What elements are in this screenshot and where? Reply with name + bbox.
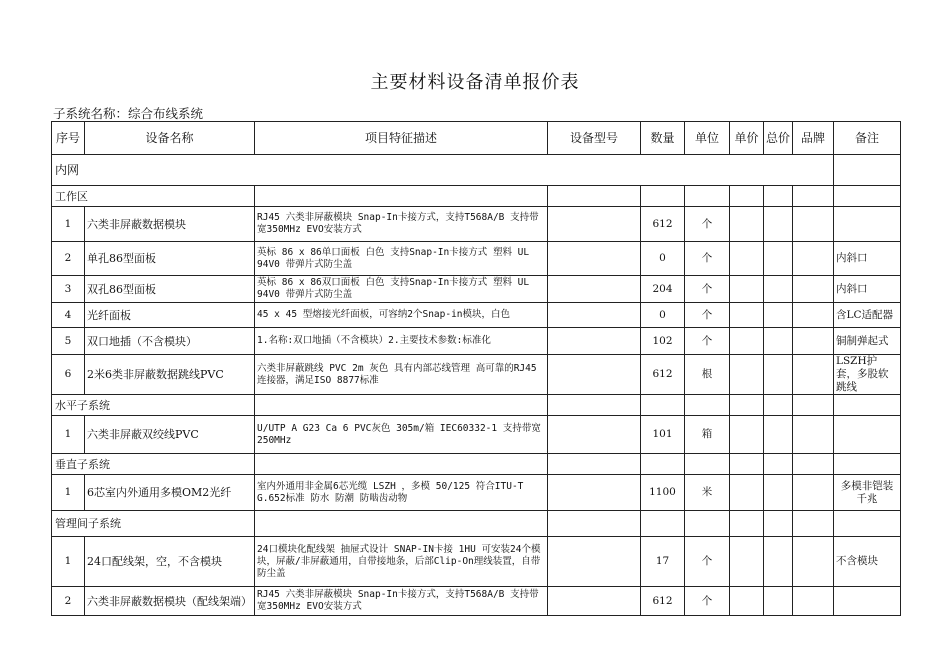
section-row-mgmt [52, 511, 901, 537]
table-row: 1 六类非屏蔽双绞线PVC U/UTP A G23 Ca 6 PVC灰色 305m/箱 IEC60332-1 支持带宽250MHz 101 箱 [52, 416, 901, 454]
section-label: 工作区 [52, 186, 255, 207]
header-cell: 序号 [52, 122, 85, 155]
section-label: 内网 [52, 155, 834, 186]
header-cell: 单价 [730, 122, 764, 155]
header-cell: 备注 [834, 122, 901, 155]
table-row: 3 双孔86型面板 英标 86 x 86双口面板 白色 支持Snap-In卡接方式 塑料 UL 94V0 带弹片式防尘盖 204 个 内斜口 [52, 276, 901, 303]
table-row: 5 双口地插（不含模块） 1.名称:双口地插（不含模块）2.主要技术参数:标准化 102 个 铜制弹起式 [52, 328, 901, 355]
table-row: 2 单孔86型面板 英标 86 x 86单口面板 白色 支持Snap-In卡接方式 塑料 UL 94V0 带弹片式防尘盖 0 个 内斜口 [52, 242, 901, 276]
section-row-work [52, 186, 901, 207]
quote-table [51, 121, 901, 616]
table-row: 2 六类非屏蔽数据模块（配线架端） RJ45 六类非屏蔽模块 Snap-In卡接方式，支持T568A/B 支持带宽350MHz EVO安装方式 612 个 [52, 587, 901, 616]
header-cell: 项目特征描述 [255, 122, 548, 155]
table-row: 6 2米6类非屏蔽数据跳线PVC 六类非屏蔽跳线 PVC 2m 灰色 具有内部芯线管理 高可靠的RJ45连接器，满足ISO 8877标准 612 根 LSZH护套，多股软跳线 [52, 355, 901, 395]
header-cell: 品牌 [793, 122, 834, 155]
header-cell: 设备名称 [85, 122, 255, 155]
header-cell: 单位 [685, 122, 730, 155]
section-row-horizontal [52, 395, 901, 416]
section-row-net [52, 155, 901, 186]
section-label: 管理间子系统 [52, 511, 255, 537]
section-label: 垂直子系统 [52, 454, 255, 475]
header-cell: 总价 [764, 122, 793, 155]
section-row-vertical [52, 454, 901, 475]
header-cell: 设备型号 [548, 122, 641, 155]
table-row: 4 光纤面板 45 x 45 型熔接光纤面板，可容纳2个Snap-in模块，白色 0 个 含LC适配器 [52, 303, 901, 328]
table-header-row [52, 122, 901, 155]
header-cell: 数量 [641, 122, 685, 155]
subsystem-label: 子系统名称：综合布线系统 [53, 106, 204, 121]
table-row: 1 6芯室内外通用多模OM2光纤 室内外通用非金属6芯光缆 LSZH ，多模 50/125 符合ITU-T G.652标准 防水 防潮 防啮齿动物 1100 米 多模非铠装千兆 [52, 475, 901, 511]
page-title: 主要材料设备清单报价表 [370, 72, 580, 93]
table-row: 1 24口配线架，空，不含模块 24口模块化配线架 抽屉式设计 SNAP-IN卡接 1HU 可安装24个模块，屏蔽/非屏蔽通用，自带接地条，后部Clip-On理线装置，自带防尘盖 17 个 不含模块 [52, 537, 901, 587]
section-label: 水平子系统 [52, 395, 255, 416]
table-row: 1 六类非屏蔽数据模块 RJ45 六类非屏蔽模块 Snap-In卡接方式，支持T568A/B 支持带宽350MHz EVO安装方式 612 个 [52, 207, 901, 242]
